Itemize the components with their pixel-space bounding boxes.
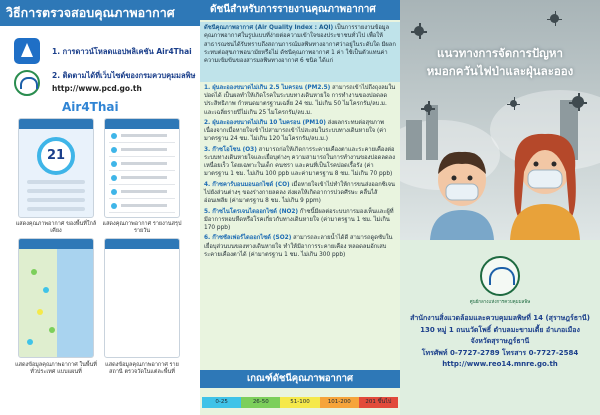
station-row [109, 143, 175, 157]
map-station-dot [43, 287, 49, 293]
screen-line [27, 189, 85, 193]
panel-how-to-check [0, 0, 200, 415]
legend-level-4: 101-200 [320, 397, 359, 408]
legend-level-1: 0-25 [202, 397, 241, 408]
pollutant-desc: ส่งผลกระทบต่อสุขภาพเนื่องจากเมื่อหายใจเข้าไปสามารถเข้าไปสะสมในระบบทางเดินหายใจ (ค่ามาตรฐาน 24 ชม. ไม่เกิน 120 ไมโครกรัม/ลบ.ม.) [204, 120, 387, 143]
cover-title [400, 44, 600, 80]
pollution-control-emblem-icon [480, 256, 520, 296]
office-phone: โทรศัพท์ 0-7727-2789 โทรสาร 0-7727-2584 [421, 348, 579, 357]
screen-line [27, 207, 85, 211]
pcd-logo-icon [14, 70, 40, 96]
panel1-title: วิธีการตรวจสอบคุณภาพอากาศ [0, 0, 200, 26]
step2-text: 2. ติดตามได้ที่เว็บไซต์ของกรมควบคุมมลพิษ [52, 71, 196, 80]
pollutant-list [200, 84, 400, 261]
pollutant-item [204, 84, 396, 117]
aqi-legend [202, 397, 398, 408]
step-download-app [14, 38, 192, 64]
map-sea [57, 249, 93, 358]
panel-cover [400, 0, 600, 415]
office-address: 130 หมู่ 1 ถนนวัดโพธิ์ ตำบลมะขามเตี้ย อำเภอเมือง [420, 325, 580, 334]
legend-level-3: 51-100 [280, 397, 319, 408]
station-row [109, 157, 175, 171]
air4thai-wordmark: Air4Thai [62, 100, 119, 114]
map-station-dot [31, 269, 37, 275]
caption-daily: แสดงคุณภาพอากาศ รายงานสรุปรายวัน [102, 221, 182, 234]
criteria-title: เกณฑ์ดัชนีคุณภาพอากาศ [200, 370, 400, 388]
contact-info [400, 313, 600, 371]
cover-title-line2: หมอกควันไฟป่าและฝุ่นละออง [426, 64, 574, 78]
office-website-link[interactable]: http://www.reo14.mnre.go.th [442, 360, 558, 368]
pcd-website-link[interactable]: http://www.pcd.go.th [52, 84, 142, 93]
virus-icon [550, 14, 559, 23]
caption-station: แสดงข้อมูลคุณภาพอากาศ รายสถานี ตรวจวัดในแต่ละพื้นที่ [105, 362, 179, 375]
pollutant-desc: ก๊าซนี้มีผลต่อระบบการมองเห็นและผู้ที่มีอาการหอบหืดหรือโรคเกี่ยวกับทางเดินหายใจ (ค่ามาตรฐาน 1 ชม. ไม่เกิน 170 ppb) [204, 208, 394, 231]
pollutant-item [204, 234, 396, 259]
pollutant-item [204, 181, 396, 206]
virus-icon [424, 104, 432, 112]
virus-icon [414, 26, 424, 36]
app-header-bar [19, 119, 93, 129]
step-website [14, 70, 196, 96]
step1-text: 1. การดาวน์โหลดแอปพลิเคชัน Air4Thai [52, 46, 192, 56]
pollutant-desc: สามารถเข้าไปถึงถุงลมในปอดได้ เป็นผลทำให้เกิดโรคในระบบทางเดินหายใจ การทำงานของปอดลดประสิทธิภาพ กำหนดมาตรฐานเฉลี่ย 24 ชม. ไม่เกิน 50 ไมโครกรัม/ลบ.ม. และเฉลี่ยรายปีไม่เกิน 25 ไมโครกรัม/ลบ.ม. [204, 85, 396, 116]
aqi-intro-bold: ดัชนีคุณภาพอากาศ (Air Quality Index : AQI) [204, 25, 334, 31]
panel-aqi-index [200, 0, 400, 415]
map-station-dot [37, 309, 43, 315]
pollutant-item [204, 146, 396, 179]
map-station-dot [27, 339, 33, 345]
legend-level-2: 26-50 [241, 397, 280, 408]
station-row [109, 185, 175, 199]
pollutant-title: 5. ก๊าซไนโตรเจนไดออกไซด์ (NO2) [204, 208, 299, 215]
pollutant-title: 4. ก๊าซคาร์บอนมอนอกไซด์ (CO) [204, 181, 290, 188]
pollutant-desc: สามารถก่อให้เกิดการระคายเคืองตาและระคายเคืองต่อระบบทางเดินหายใจและเยื่อบุต่างๆ ความสามารถในการทำงานของปอดลดลง เหนื่อยเร็ว โดยเฉพาะในเด็ก คนชรา และคนที่เป็นโรคปอดเรื้อรัง (ค่ามาตรฐาน 1 ชม. ไม่เกิน 100 ppb และค่ามาตรฐาน 8 ชม. ไม่เกิน 70 ppb) [204, 146, 396, 178]
air4thai-logo-icon [14, 38, 40, 64]
building-silhouette [406, 120, 422, 160]
pollutant-title: 3. ก๊าซโอโซน (O3) [204, 146, 257, 153]
caption-map: แสดงข้อมูลคุณภาพอากาศ ในพื้นที่ทั่วประเทศ แบบแผนที่ [15, 362, 97, 375]
app-header-bar [105, 119, 179, 129]
pollutant-desc: เมื่อหายใจเข้าไปทำให้การขนส่งออกซิเจนไปยังส่วนต่างๆ ของร่างกายลดลง ส่งผลให้เกิดอาการปวดศีรษะ คลื่นไส้ อ่อนเพลีย (ค่ามาตรฐาน 8 ชม. ไม่เกิน 9 ppm) [204, 181, 395, 205]
boy-with-mask-illustration [422, 140, 502, 240]
pollutant-title: 2. ฝุ่นละอองขนาดไม่เกิน 10 ไมครอน (PM10) [204, 120, 326, 126]
app-screen-station [104, 238, 180, 358]
station-row [109, 199, 175, 213]
screen-line [27, 180, 85, 184]
station-row [109, 171, 175, 185]
pollutant-item [204, 119, 396, 144]
aqi-intro [200, 22, 400, 82]
office-province: จังหวัดสุราษฎร์ธานี [470, 337, 530, 345]
aqi-intro-text: เป็นการรายงานข้อมูลคุณภาพอากาศในรูปแบบที่ง่ายต่อความเข้าใจของประชาชนทั่วไป เพื่อให้สาธารณชนได้รับทราบถึงสถานการณ์มลพิษทางอากาศว่าอยู่ในระดับใด มีผลกระทบต่อสุขภาพอนามัยหรือไม่ ดัชนีคุณภาพอากาศ 1 ค่า ใช้เป็นตัวแทนค่าความเข้มข้นของสารมลพิษทางอากาศ 6 ชนิด ได้แก่ [204, 25, 396, 65]
pollutant-title: 6. ก๊าซซัลเฟอร์ไดออกไซด์ (SO2) [204, 235, 292, 242]
pollutant-item [204, 208, 396, 233]
app-header-bar [19, 239, 93, 249]
app-header-bar [105, 239, 179, 249]
virus-icon [572, 96, 584, 108]
station-row [109, 129, 175, 143]
legend-level-5: 201 ขึ้นไป [359, 397, 398, 408]
emblem-caption: ศูนย์กลางแห่งการควบคุมมลพิษ [469, 300, 531, 305]
app-screen-nearby [18, 118, 94, 218]
screen-line [27, 198, 85, 202]
virus-icon [510, 100, 517, 107]
aqi-gauge: 21 [37, 137, 75, 175]
pollutant-title: 1. ฝุ่นละอองขนาดไม่เกิน 2.5 ไมครอน (PM2.5) [204, 85, 331, 91]
girl-with-mask-illustration [500, 120, 590, 240]
caption-nearby: แสดงคุณภาพอากาศ ของพื้นที่ใกล้เคียง [15, 221, 97, 234]
pollutant-desc: สามารถละลายน้ำได้ดี สามารถดูดซับในเยื่อบุส่วนบนของทางเดินหายใจ ทำให้มีอาการระคายเคือง หลอดลมอักเสบ ระคายเคืองตาได้ (ค่ามาตรฐาน 1 ชม. ไม่เกิน 300 ppb) [204, 235, 393, 258]
cover-title-line1: แนวทางการจัดการปัญหา [437, 46, 563, 60]
app-screen-daily [104, 118, 180, 218]
app-screen-map [18, 238, 94, 358]
smog-scene [400, 0, 600, 240]
office-name: สำนักงานสิ่งแวดล้อมและควบคุมมลพิษที่ 14 (สุราษฎร์ธานี) [410, 314, 590, 322]
map-station-dot [49, 327, 55, 333]
panel2-title: ดัชนีสำหรับการรายงานคุณภาพอากาศ [200, 0, 400, 20]
